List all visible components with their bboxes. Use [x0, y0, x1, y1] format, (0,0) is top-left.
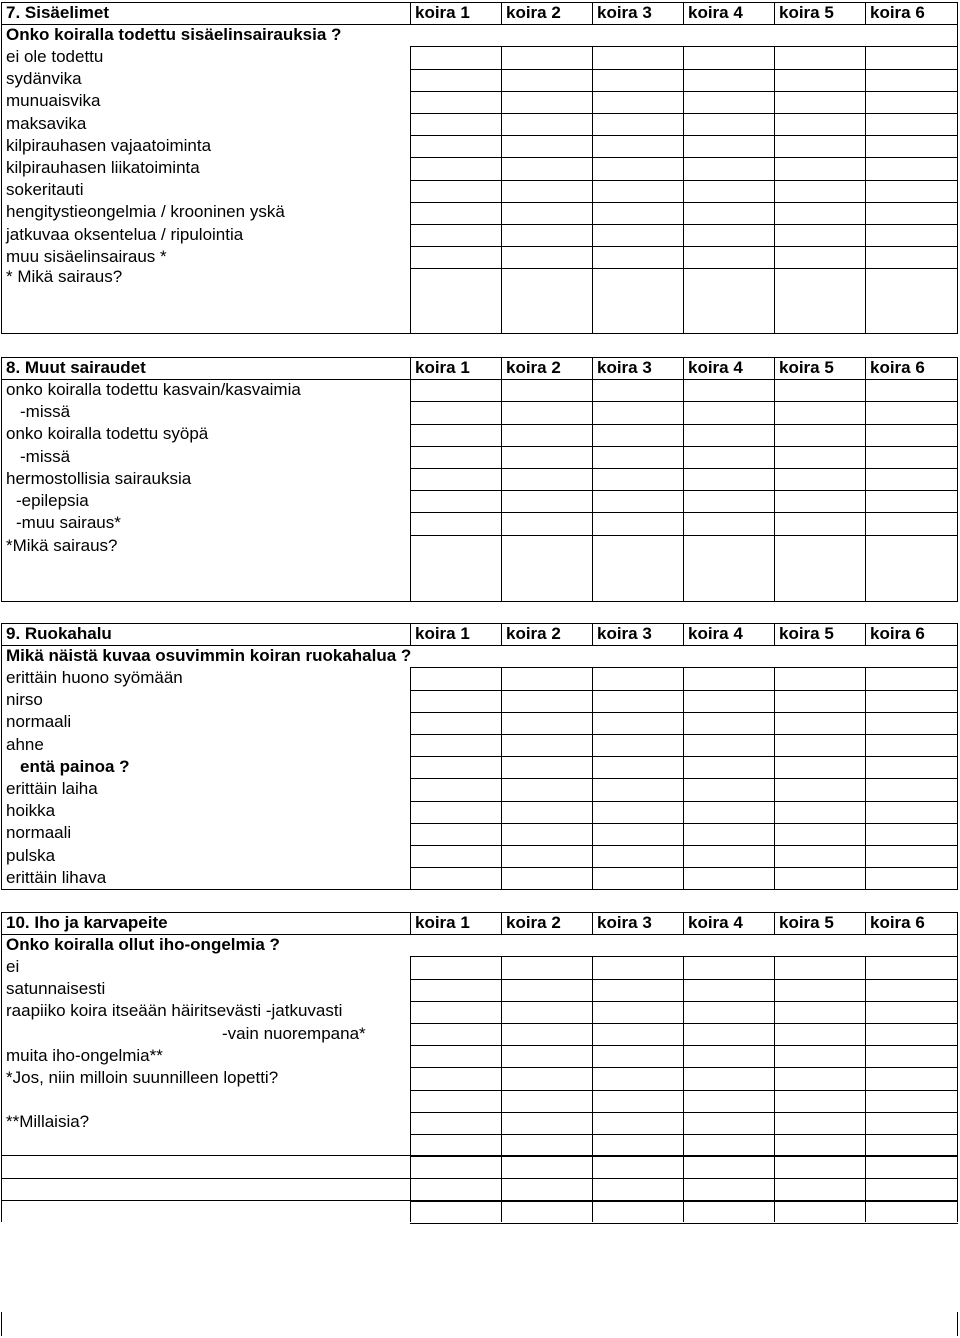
- answer-cell-koira5[interactable]: [774, 46, 865, 68]
- answer-cell-koira1[interactable]: [410, 1023, 501, 1045]
- col-header-koira4: koira 4: [688, 358, 743, 377]
- answer-label: -muu sairaus*: [16, 513, 121, 533]
- answer-label: -missä: [20, 446, 71, 466]
- answer-cell-koira5[interactable]: [774, 423, 865, 445]
- answer-cell-koira1[interactable]: [410, 468, 501, 490]
- answer-row: [0, 734, 960, 756]
- answer-cell-koira1[interactable]: [410, 201, 501, 223]
- section10-note1-row: [0, 1067, 960, 1089]
- answer-cell-koira5[interactable]: [774, 224, 865, 246]
- answer-cell-koira6[interactable]: [865, 468, 957, 490]
- answer-row: [0, 157, 960, 179]
- answer-label: sokeritauti: [6, 180, 84, 200]
- answer-label: onko koiralla todettu kasvain/kasvaimia: [6, 380, 301, 399]
- answer-cell-koira1[interactable]: [410, 978, 501, 1000]
- answer-cell-koira1[interactable]: [410, 90, 501, 112]
- answer-cell-koira6[interactable]: [865, 446, 957, 468]
- answer-cell-koira6[interactable]: [865, 956, 957, 978]
- answer-label: normaali: [6, 823, 72, 843]
- answer-cell-koira6[interactable]: [865, 1023, 957, 1045]
- answer-cell-koira2[interactable]: [501, 845, 592, 867]
- answer-cell-koira5[interactable]: [774, 135, 865, 157]
- answer-row: [0, 689, 960, 711]
- answer-cell-koira4[interactable]: [683, 468, 774, 490]
- answer-cell-koira1[interactable]: [410, 689, 501, 711]
- answer-cell-koira6[interactable]: [865, 46, 957, 68]
- answer-cell-koira4[interactable]: [683, 201, 774, 223]
- answer-label: erittäin huono syömään: [6, 668, 183, 687]
- answer-cell-koira4[interactable]: [683, 1045, 774, 1067]
- answer-cell-koira6[interactable]: [865, 512, 957, 534]
- answer-cell-koira6[interactable]: [865, 800, 957, 822]
- answer-cell-koira3[interactable]: [592, 978, 683, 1000]
- answer-cell-koira2[interactable]: [501, 667, 592, 689]
- col-header-koira6: koira 6: [870, 3, 925, 22]
- answer-cell-koira4[interactable]: [683, 956, 774, 978]
- answer-cell-koira4[interactable]: [683, 46, 774, 68]
- answer-label: -epilepsia: [16, 491, 89, 510]
- section8-header: [0, 357, 960, 379]
- col-header-koira1: koira 1: [415, 624, 470, 643]
- answer-cell-koira2[interactable]: [501, 1023, 592, 1045]
- answer-cell-koira2[interactable]: [501, 512, 592, 534]
- answer-cell-koira2[interactable]: [501, 689, 592, 711]
- answer-cell-koira3[interactable]: [592, 734, 683, 756]
- answer-cell-koira4[interactable]: [683, 1000, 774, 1022]
- answer-cell-koira3[interactable]: [592, 711, 683, 733]
- section9-header: [0, 623, 960, 645]
- answer-cell-koira6[interactable]: [865, 90, 957, 112]
- section7-note: * Mikä sairaus?: [6, 267, 123, 286]
- answer-cell-koira5[interactable]: [774, 512, 865, 534]
- answer-cell-koira2[interactable]: [501, 201, 592, 223]
- answer-row: [0, 956, 960, 978]
- col-header-koira4: koira 4: [688, 624, 743, 643]
- answer-label: -vain nuorempana*: [222, 1023, 366, 1043]
- answer-label: pulska: [6, 845, 56, 865]
- answer-cell-koira4[interactable]: [683, 401, 774, 423]
- col-header-koira6: koira 6: [870, 624, 925, 643]
- answer-cell-koira4[interactable]: [683, 135, 774, 157]
- answer-cell-koira2[interactable]: [501, 867, 592, 889]
- answer-cell-koira6[interactable]: [865, 1000, 957, 1022]
- answer-label: onko koiralla todettu syöpä: [6, 424, 209, 444]
- col-header-koira6: koira 6: [870, 358, 925, 377]
- answer-cell-koira3[interactable]: [592, 135, 683, 157]
- answer-cell-koira1[interactable]: [410, 157, 501, 179]
- answer-row: [0, 201, 960, 223]
- answer-cell-koira4[interactable]: [683, 978, 774, 1000]
- answer-cell-koira2[interactable]: [501, 224, 592, 246]
- col-header-koira5: koira 5: [779, 913, 834, 932]
- section7-title: 7. Sisäelimet: [6, 3, 110, 22]
- answer-row: [0, 446, 960, 468]
- answer-cell-koira3[interactable]: [592, 468, 683, 490]
- answer-cell-koira5[interactable]: [774, 90, 865, 112]
- answer-row: [0, 1000, 960, 1022]
- answer-cell-koira2[interactable]: [501, 734, 592, 756]
- section8-note: *Mikä sairaus?: [6, 536, 118, 555]
- answer-row: [0, 401, 960, 423]
- answer-label: erittäin laiha: [6, 779, 98, 798]
- answer-cell-koira6[interactable]: [865, 490, 957, 512]
- answer-cell-koira5[interactable]: [774, 490, 865, 512]
- answer-cell-koira3[interactable]: [592, 90, 683, 112]
- answer-cell-koira3[interactable]: [592, 224, 683, 246]
- answer-cell-koira4[interactable]: [683, 822, 774, 844]
- answer-cell-koira4[interactable]: [683, 734, 774, 756]
- answer-cell-koira1[interactable]: [410, 667, 501, 689]
- answer-label: maksavika: [6, 113, 87, 133]
- answer-cell-koira1[interactable]: [410, 1045, 501, 1067]
- answer-cell-koira5[interactable]: [774, 667, 865, 689]
- answer-cell-koira3[interactable]: [592, 423, 683, 445]
- answer-row: [0, 224, 960, 246]
- answer-cell-koira6[interactable]: [865, 978, 957, 1000]
- answer-cell-koira5[interactable]: [774, 68, 865, 90]
- answer-cell-koira1[interactable]: [410, 379, 501, 401]
- section9-subquestion-row: [0, 756, 960, 778]
- answer-cell-koira3[interactable]: [592, 46, 683, 68]
- section8-note-row: [0, 535, 960, 557]
- answer-cell-koira4[interactable]: [683, 711, 774, 733]
- answer-cell-koira5[interactable]: [774, 201, 865, 223]
- answer-cell-koira2[interactable]: [501, 246, 592, 268]
- answer-cell-koira1[interactable]: [410, 446, 501, 468]
- answer-row: [0, 68, 960, 90]
- answer-row: [0, 711, 960, 733]
- answer-cell-koira3[interactable]: [592, 689, 683, 711]
- answer-cell-koira3[interactable]: [592, 157, 683, 179]
- answer-cell-koira6[interactable]: [865, 778, 957, 800]
- answer-cell-koira4[interactable]: [683, 778, 774, 800]
- answer-cell-koira5[interactable]: [774, 113, 865, 135]
- answer-row: [0, 379, 960, 401]
- answer-row: [0, 778, 960, 800]
- section7-question-row: [0, 24, 960, 46]
- answer-cell-koira5[interactable]: [774, 845, 865, 867]
- answer-label: nirso: [6, 690, 43, 710]
- col-header-koira2: koira 2: [506, 3, 561, 22]
- answer-cell-koira4[interactable]: [683, 423, 774, 445]
- answer-row: [0, 135, 960, 157]
- answer-cell-koira1[interactable]: [410, 113, 501, 135]
- answer-cell-koira5[interactable]: [774, 401, 865, 423]
- answer-cell-koira3[interactable]: [592, 1045, 683, 1067]
- answer-cell-koira3[interactable]: [592, 845, 683, 867]
- answer-label: normaali: [6, 712, 72, 732]
- section9-question: Mikä näistä kuvaa osuvimmin koiran ruokahalua ?: [6, 646, 412, 665]
- answer-cell-koira2[interactable]: [501, 446, 592, 468]
- answer-cell-koira2[interactable]: [501, 978, 592, 1000]
- answer-cell-koira3[interactable]: [592, 379, 683, 401]
- answer-cell-koira2[interactable]: [501, 179, 592, 201]
- answer-row: [0, 246, 960, 268]
- answer-cell-koira6[interactable]: [865, 201, 957, 223]
- answer-cell-koira6[interactable]: [865, 179, 957, 201]
- answer-label: ei ole todettu: [6, 47, 104, 66]
- answer-cell-koira2[interactable]: [501, 423, 592, 445]
- answer-cell-koira6[interactable]: [865, 224, 957, 246]
- answer-cell-koira2[interactable]: [501, 90, 592, 112]
- col-header-koira2: koira 2: [506, 358, 561, 377]
- section10-note2: **Millaisia?: [6, 1112, 90, 1131]
- answer-cell-koira5[interactable]: [774, 446, 865, 468]
- answer-cell-koira4[interactable]: [683, 689, 774, 711]
- answer-label: satunnaisesti: [6, 979, 106, 999]
- answer-cell-koira1[interactable]: [410, 822, 501, 844]
- answer-cell-koira4[interactable]: [683, 512, 774, 534]
- answer-cell-koira2[interactable]: [501, 490, 592, 512]
- answer-cell-koira4[interactable]: [683, 90, 774, 112]
- answer-row: [0, 1023, 960, 1045]
- answer-cell-koira6[interactable]: [865, 113, 957, 135]
- answer-cell-koira2[interactable]: [501, 135, 592, 157]
- answer-cell-koira6[interactable]: [865, 379, 957, 401]
- answer-cell-koira1[interactable]: [410, 512, 501, 534]
- answer-label: sydänvika: [6, 69, 82, 89]
- answer-cell-koira3[interactable]: [592, 401, 683, 423]
- answer-cell-koira1[interactable]: [410, 956, 501, 978]
- answer-cell-koira1[interactable]: [410, 867, 501, 889]
- answer-cell-koira6[interactable]: [865, 68, 957, 90]
- answer-cell-koira3[interactable]: [592, 867, 683, 889]
- answer-cell-koira5[interactable]: [774, 689, 865, 711]
- answer-label: muita iho-ongelmia**: [6, 1045, 163, 1065]
- answer-row: [0, 113, 960, 135]
- answer-row: [0, 90, 960, 112]
- section9-subquestion: entä painoa ?: [20, 757, 130, 776]
- answer-cell-koira3[interactable]: [592, 512, 683, 534]
- answer-cell-koira6[interactable]: [865, 135, 957, 157]
- answer-cell-koira3[interactable]: [592, 800, 683, 822]
- answer-label: kilpirauhasen liikatoiminta: [6, 158, 200, 177]
- answer-cell-koira4[interactable]: [683, 845, 774, 867]
- answer-cell-koira2[interactable]: [501, 711, 592, 733]
- answer-cell-koira5[interactable]: [774, 978, 865, 1000]
- answer-cell-koira5[interactable]: [774, 711, 865, 733]
- answer-row: [0, 667, 960, 689]
- answer-label: muu sisäelinsairaus *: [6, 246, 167, 266]
- answer-cell-koira4[interactable]: [683, 224, 774, 246]
- section10-header: [0, 912, 960, 934]
- answer-cell-koira3[interactable]: [592, 246, 683, 268]
- answer-cell-koira1[interactable]: [410, 1000, 501, 1022]
- answer-cell-koira3[interactable]: [592, 490, 683, 512]
- col-header-koira3: koira 3: [597, 624, 652, 643]
- answer-cell-koira5[interactable]: [774, 956, 865, 978]
- answer-cell-koira2[interactable]: [501, 68, 592, 90]
- answer-cell-koira5[interactable]: [774, 734, 865, 756]
- answer-cell-koira3[interactable]: [592, 956, 683, 978]
- section7-question: Onko koiralla todettu sisäelinsairauksia ?: [6, 25, 342, 44]
- answer-cell-koira1[interactable]: [410, 490, 501, 512]
- answer-label: erittäin lihava: [6, 867, 107, 887]
- answer-cell-koira3[interactable]: [592, 1000, 683, 1022]
- answer-cell-koira6[interactable]: [865, 867, 957, 889]
- answer-cell-koira6[interactable]: [865, 711, 957, 733]
- answer-cell-koira6[interactable]: [865, 734, 957, 756]
- col-header-koira4: koira 4: [688, 3, 743, 22]
- answer-cell-koira4[interactable]: [683, 379, 774, 401]
- answer-cell-koira5[interactable]: [774, 1045, 865, 1067]
- answer-row: [0, 845, 960, 867]
- answer-cell-koira3[interactable]: [592, 201, 683, 223]
- section7-note-row: [0, 266, 960, 288]
- col-header-koira3: koira 3: [597, 913, 652, 932]
- answer-cell-koira2[interactable]: [501, 956, 592, 978]
- answer-cell-koira1[interactable]: [410, 778, 501, 800]
- col-header-koira1: koira 1: [415, 3, 470, 22]
- answer-cell-koira1[interactable]: [410, 734, 501, 756]
- answer-cell-koira4[interactable]: [683, 800, 774, 822]
- answer-label: kilpirauhasen vajaatoiminta: [6, 135, 212, 155]
- answer-cell-koira5[interactable]: [774, 379, 865, 401]
- answer-cell-koira5[interactable]: [774, 778, 865, 800]
- answer-cell-koira2[interactable]: [501, 1000, 592, 1022]
- answer-row: [0, 179, 960, 201]
- col-header-koira6: koira 6: [870, 913, 925, 932]
- col-header-koira2: koira 2: [506, 913, 561, 932]
- answer-cell-koira2[interactable]: [501, 46, 592, 68]
- answer-cell-koira2[interactable]: [501, 822, 592, 844]
- answer-cell-koira3[interactable]: [592, 667, 683, 689]
- answer-label: hengitystieongelmia / krooninen yskä: [6, 202, 285, 222]
- answer-cell-koira4[interactable]: [683, 1023, 774, 1045]
- col-header-koira1: koira 1: [415, 358, 470, 377]
- section10-note1: *Jos, niin milloin suunnilleen lopetti?: [6, 1068, 279, 1087]
- answer-cell-koira4[interactable]: [683, 490, 774, 512]
- answer-row: [0, 978, 960, 1000]
- answer-cell-koira2[interactable]: [501, 157, 592, 179]
- answer-cell-koira2[interactable]: [501, 1045, 592, 1067]
- section10-title: 10. Iho ja karvapeite: [6, 913, 168, 932]
- col-header-koira2: koira 2: [506, 624, 561, 643]
- answer-cell-koira1[interactable]: [410, 246, 501, 268]
- answer-cell-koira3[interactable]: [592, 778, 683, 800]
- answer-row: [0, 468, 960, 490]
- answer-cell-koira1[interactable]: [410, 135, 501, 157]
- answer-label: munuaisvika: [6, 91, 101, 111]
- section10-note2-row: [0, 1111, 960, 1133]
- section9-title: 9. Ruokahalu: [6, 624, 112, 643]
- answer-cell-koira6[interactable]: [865, 423, 957, 445]
- answer-cell-koira6[interactable]: [865, 246, 957, 268]
- answer-cell-koira3[interactable]: [592, 446, 683, 468]
- answer-cell-koira3[interactable]: [592, 113, 683, 135]
- answer-cell-koira6[interactable]: [865, 401, 957, 423]
- section10-question: Onko koiralla ollut iho-ongelmia ?: [6, 935, 280, 954]
- answer-cell-koira2[interactable]: [501, 401, 592, 423]
- answer-cell-koira1[interactable]: [410, 179, 501, 201]
- answer-row: [0, 1045, 960, 1067]
- answer-cell-koira5[interactable]: [774, 867, 865, 889]
- answer-cell-koira2[interactable]: [501, 778, 592, 800]
- answer-cell-koira1[interactable]: [410, 401, 501, 423]
- answer-cell-koira4[interactable]: [683, 68, 774, 90]
- answer-cell-koira1[interactable]: [410, 68, 501, 90]
- section8-title: 8. Muut sairaudet: [6, 358, 146, 377]
- answer-label: raapiiko koira itseään häiritsevästi -jatkuvasti: [6, 1001, 343, 1021]
- answer-row: [0, 512, 960, 534]
- answer-cell-koira4[interactable]: [683, 113, 774, 135]
- answer-row: [0, 46, 960, 68]
- answer-label: hoikka: [6, 801, 56, 821]
- answer-cell-koira5[interactable]: [774, 157, 865, 179]
- answer-cell-koira1[interactable]: [410, 711, 501, 733]
- answer-row: [0, 822, 960, 844]
- answer-cell-koira3[interactable]: [592, 1023, 683, 1045]
- answer-cell-koira3[interactable]: [592, 179, 683, 201]
- answer-cell-koira6[interactable]: [865, 1045, 957, 1067]
- section9-question-row: [0, 645, 960, 667]
- answer-cell-koira4[interactable]: [683, 157, 774, 179]
- answer-cell-koira1[interactable]: [410, 423, 501, 445]
- answer-cell-koira4[interactable]: [683, 246, 774, 268]
- answer-label: jatkuvaa oksentelua / ripulointia: [6, 224, 244, 244]
- answer-cell-koira5[interactable]: [774, 179, 865, 201]
- answer-cell-koira6[interactable]: [865, 822, 957, 844]
- answer-cell-koira6[interactable]: [865, 667, 957, 689]
- answer-cell-koira6[interactable]: [865, 157, 957, 179]
- answer-cell-koira2[interactable]: [501, 379, 592, 401]
- answer-cell-koira5[interactable]: [774, 800, 865, 822]
- answer-cell-koira1[interactable]: [410, 46, 501, 68]
- col-header-koira3: koira 3: [597, 3, 652, 22]
- answer-cell-koira5[interactable]: [774, 246, 865, 268]
- answer-cell-koira1[interactable]: [410, 224, 501, 246]
- answer-cell-koira3[interactable]: [592, 68, 683, 90]
- answer-cell-koira2[interactable]: [501, 468, 592, 490]
- answer-cell-koira5[interactable]: [774, 1000, 865, 1022]
- col-header-koira1: koira 1: [415, 913, 470, 932]
- answer-row: [0, 490, 960, 512]
- answer-row: [0, 867, 960, 889]
- col-header-koira5: koira 5: [779, 624, 834, 643]
- answer-cell-koira5[interactable]: [774, 1023, 865, 1045]
- answer-cell-koira4[interactable]: [683, 179, 774, 201]
- answer-label: hermostollisia sairauksia: [6, 468, 192, 488]
- answer-cell-koira4[interactable]: [683, 667, 774, 689]
- answer-cell-koira2[interactable]: [501, 800, 592, 822]
- answer-label: ahne: [6, 734, 44, 754]
- answer-row: [0, 423, 960, 445]
- answer-cell-koira1[interactable]: [410, 845, 501, 867]
- answer-cell-koira2[interactable]: [501, 113, 592, 135]
- answer-label: -missä: [20, 402, 71, 422]
- answer-cell-koira6[interactable]: [865, 689, 957, 711]
- col-header-koira5: koira 5: [779, 3, 834, 22]
- col-header-koira3: koira 3: [597, 358, 652, 377]
- col-header-koira5: koira 5: [779, 358, 834, 377]
- answer-cell-koira5[interactable]: [774, 822, 865, 844]
- answer-cell-koira4[interactable]: [683, 867, 774, 889]
- answer-cell-koira5[interactable]: [774, 468, 865, 490]
- section7-header: [0, 2, 960, 24]
- answer-cell-koira3[interactable]: [592, 822, 683, 844]
- answer-label: ei: [6, 957, 20, 976]
- answer-cell-koira1[interactable]: [410, 800, 501, 822]
- section10-question-row: [0, 934, 960, 956]
- answer-cell-koira4[interactable]: [683, 446, 774, 468]
- answer-cell-koira6[interactable]: [865, 845, 957, 867]
- answer-row: [0, 800, 960, 822]
- col-header-koira4: koira 4: [688, 913, 743, 932]
